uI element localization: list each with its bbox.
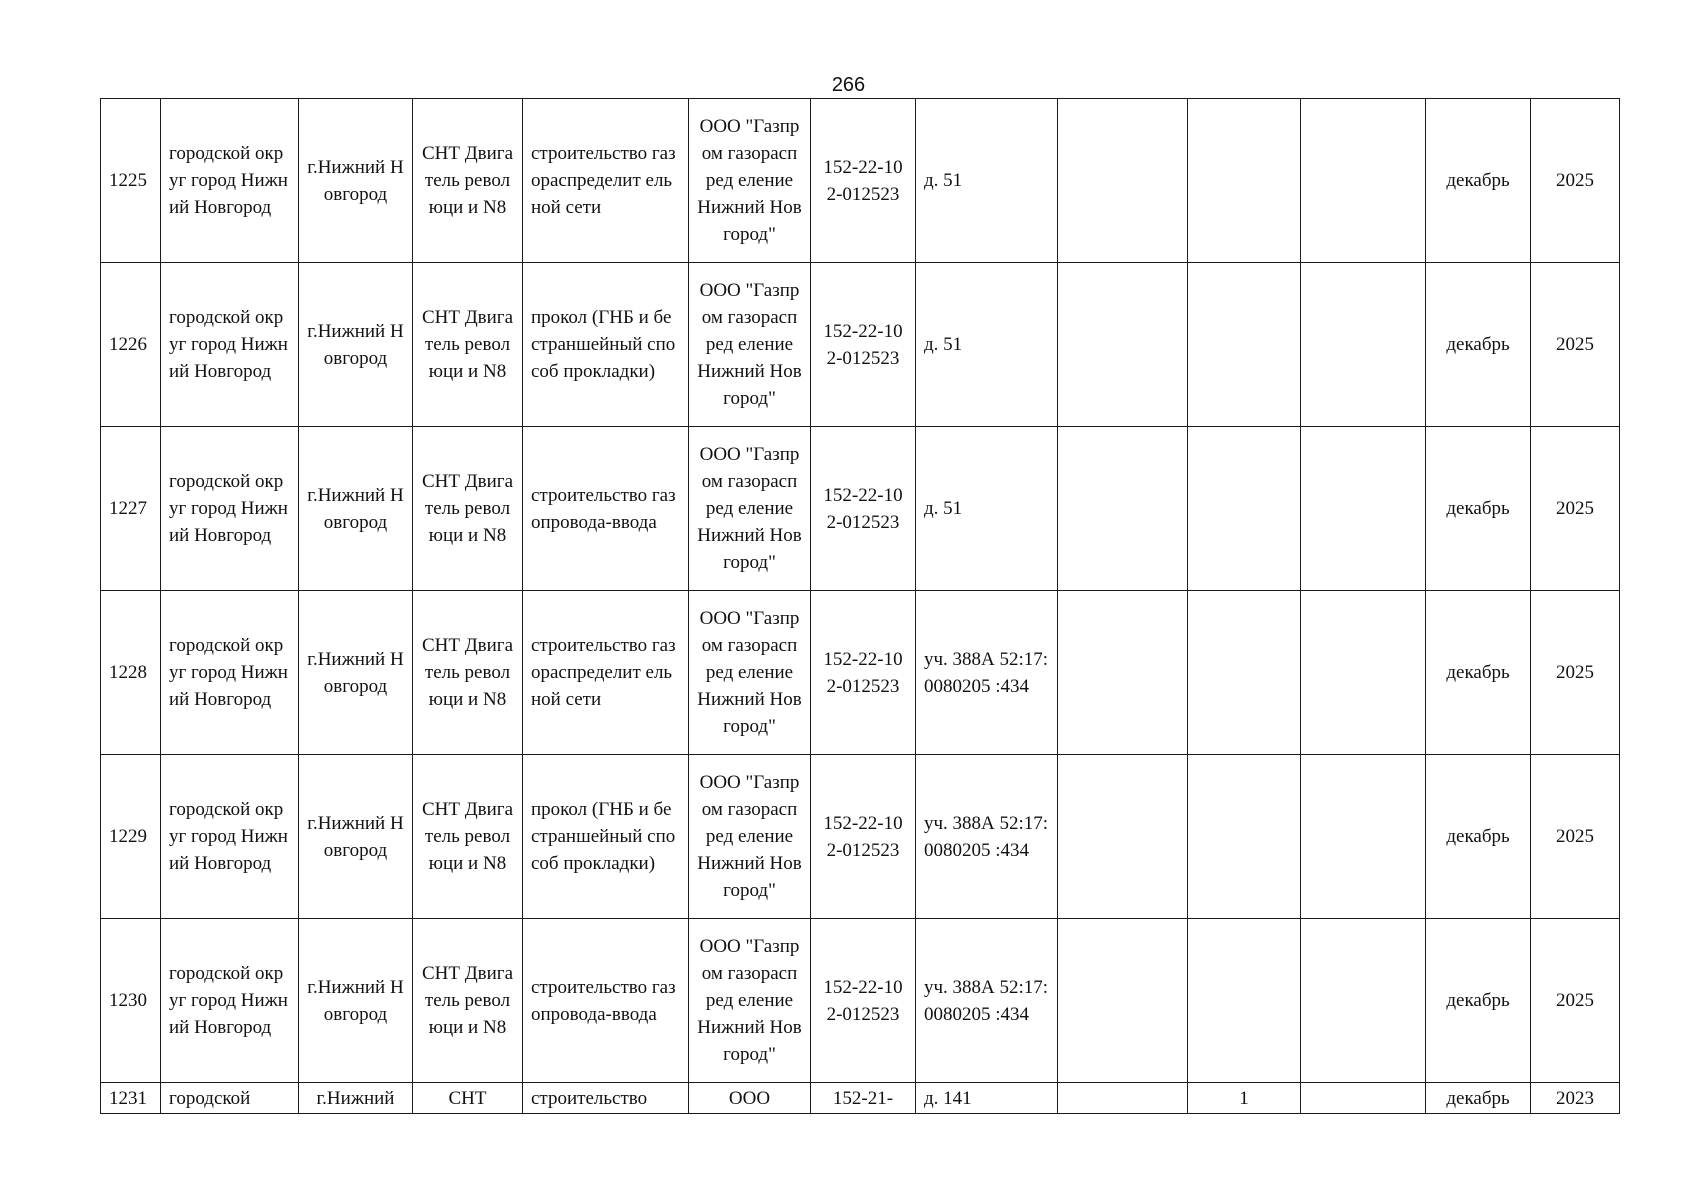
work-type-cell: строительство газопровода-ввода [523, 427, 689, 591]
empty-cell [1058, 755, 1188, 919]
empty-cell [1301, 1083, 1426, 1114]
row-number: 1229 [101, 755, 161, 919]
work-type-cell: прокол (ГНБ и бестраншейный способ прокладки) [523, 263, 689, 427]
organization-cell: ООО "Газпром газораспред еление Нижний Новгород" [689, 263, 811, 427]
code-cell: 152-22-102-012523 [811, 755, 916, 919]
count-cell [1188, 755, 1301, 919]
organization-cell: ООО "Газпром газораспред еление Нижний Новгород" [689, 919, 811, 1083]
organization-cell: ООО [689, 1083, 811, 1114]
city-cell: г.Нижний Новгород [299, 755, 413, 919]
settlement-cell: СНТ Двигатель революци и N8 [413, 919, 523, 1083]
month-cell: декабрь [1426, 99, 1531, 263]
table-row [101, 99, 1620, 263]
address-cell: д. 51 [916, 427, 1058, 591]
year-cell: 2023 [1531, 1083, 1620, 1114]
year-cell: 2025 [1531, 427, 1620, 591]
settlement-cell: СНТ Двигатель революци и N8 [413, 263, 523, 427]
count-cell [1188, 99, 1301, 263]
district-cell: городской округ город Нижний Новгород [161, 99, 299, 263]
city-cell: г.Нижний Новгород [299, 591, 413, 755]
year-cell: 2025 [1531, 263, 1620, 427]
empty-cell [1301, 755, 1426, 919]
district-cell: городской округ город Нижний Новгород [161, 919, 299, 1083]
empty-cell [1301, 427, 1426, 591]
address-cell: д. 141 [916, 1083, 1058, 1114]
address-cell: уч. 388А 52:17:0080205 :434 [916, 919, 1058, 1083]
row-number: 1231 [101, 1083, 161, 1114]
address-cell: уч. 388А 52:17:0080205 :434 [916, 755, 1058, 919]
work-type-cell: прокол (ГНБ и бестраншейный способ прокладки) [523, 755, 689, 919]
city-cell: г.Нижний Новгород [299, 99, 413, 263]
month-cell: декабрь [1426, 919, 1531, 1083]
district-cell: городской округ город Нижний Новгород [161, 427, 299, 591]
code-cell: 152-21- [811, 1083, 916, 1114]
code-cell: 152-22-102-012523 [811, 591, 916, 755]
city-cell: г.Нижний [299, 1083, 413, 1114]
empty-cell [1058, 1083, 1188, 1114]
work-type-cell: строительство газораспределит ельной сети [523, 99, 689, 263]
year-cell: 2025 [1531, 591, 1620, 755]
district-cell: городской округ город Нижний Новгород [161, 263, 299, 427]
work-type-cell: строительство газораспределит ельной сети [523, 591, 689, 755]
work-type-cell: строительство [523, 1083, 689, 1114]
empty-cell [1301, 263, 1426, 427]
table-row [101, 755, 1620, 919]
organization-cell: ООО "Газпром газораспред еление Нижний Новгород" [689, 755, 811, 919]
page-number: 266 [831, 74, 866, 96]
code-cell: 152-22-102-012523 [811, 263, 916, 427]
empty-cell [1058, 427, 1188, 591]
month-cell: декабрь [1426, 427, 1531, 591]
row-number: 1226 [101, 263, 161, 427]
work-type-cell: строительство газопровода-ввода [523, 919, 689, 1083]
row-number: 1227 [101, 427, 161, 591]
table-row [101, 591, 1620, 755]
settlement-cell: СНТ Двигатель революци и N8 [413, 591, 523, 755]
organization-cell: ООО "Газпром газораспред еление Нижний Новгород" [689, 427, 811, 591]
settlement-cell: СНТ [413, 1083, 523, 1114]
month-cell: декабрь [1426, 591, 1531, 755]
address-cell: уч. 388А 52:17:0080205 :434 [916, 591, 1058, 755]
table-row [101, 427, 1620, 591]
code-cell: 152-22-102-012523 [811, 99, 916, 263]
code-cell: 152-22-102-012523 [811, 919, 916, 1083]
code-cell: 152-22-102-012523 [811, 427, 916, 591]
district-cell: городской [161, 1083, 299, 1114]
year-cell: 2025 [1531, 99, 1620, 263]
empty-cell [1058, 919, 1188, 1083]
empty-cell [1058, 99, 1188, 263]
table-row [101, 919, 1620, 1083]
month-cell: декабрь [1426, 1083, 1531, 1114]
organization-cell: ООО "Газпром газораспред еление Нижний Новгород" [689, 591, 811, 755]
district-cell: городской округ город Нижний Новгород [161, 591, 299, 755]
table-row [101, 263, 1620, 427]
city-cell: г.Нижний Новгород [299, 919, 413, 1083]
city-cell: г.Нижний Новгород [299, 263, 413, 427]
empty-cell [1301, 591, 1426, 755]
row-number: 1228 [101, 591, 161, 755]
row-number: 1230 [101, 919, 161, 1083]
count-cell [1188, 263, 1301, 427]
empty-cell [1058, 263, 1188, 427]
month-cell: декабрь [1426, 263, 1531, 427]
count-cell [1188, 919, 1301, 1083]
count-cell [1188, 427, 1301, 591]
row-number: 1225 [101, 99, 161, 263]
empty-cell [1058, 591, 1188, 755]
registry-table [100, 98, 1620, 1114]
city-cell: г.Нижний Новгород [299, 427, 413, 591]
organization-cell: ООО "Газпром газораспред еление Нижний Новгород" [689, 99, 811, 263]
address-cell: д. 51 [916, 263, 1058, 427]
year-cell: 2025 [1531, 919, 1620, 1083]
year-cell: 2025 [1531, 755, 1620, 919]
table-row [101, 1083, 1620, 1114]
settlement-cell: СНТ Двигатель революци и N8 [413, 427, 523, 591]
count-cell [1188, 591, 1301, 755]
empty-cell [1301, 99, 1426, 263]
month-cell: декабрь [1426, 755, 1531, 919]
settlement-cell: СНТ Двигатель революци и N8 [413, 755, 523, 919]
settlement-cell: СНТ Двигатель революци и N8 [413, 99, 523, 263]
address-cell: д. 51 [916, 99, 1058, 263]
empty-cell [1301, 919, 1426, 1083]
district-cell: городской округ город Нижний Новгород [161, 755, 299, 919]
count-cell: 1 [1188, 1083, 1301, 1114]
